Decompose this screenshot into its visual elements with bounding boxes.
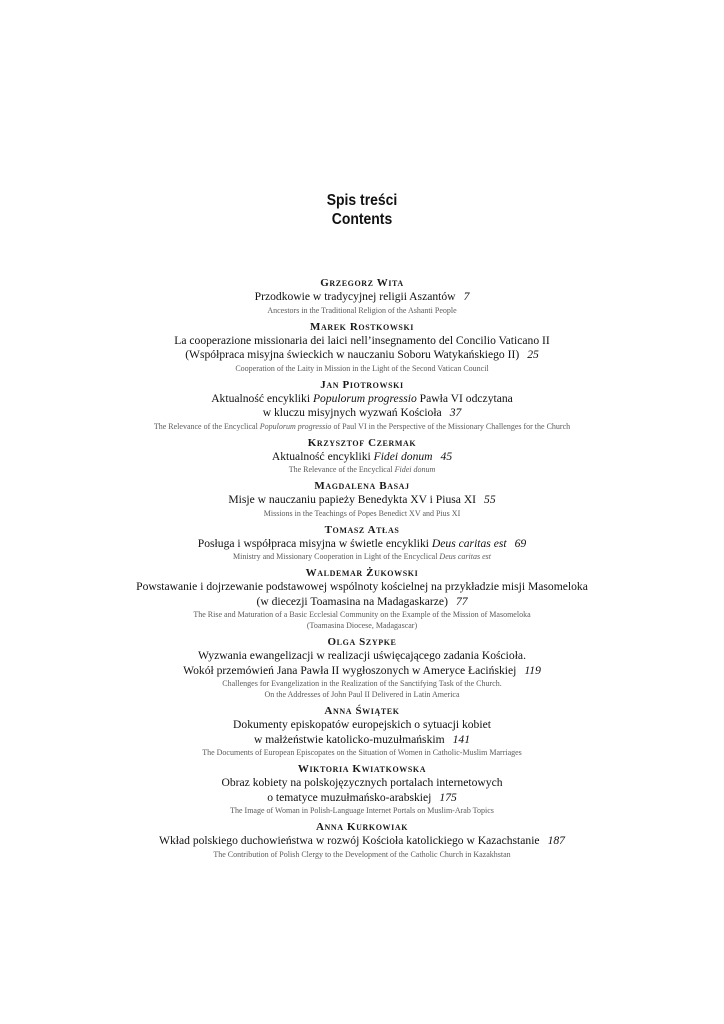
table-of-contents <box>0 276 724 864</box>
heading-english: Contents <box>331 211 393 228</box>
entry-title[interactable]: La cooperazione missionaria dei laici nell’insegnamento del Concilio Vaticano II <box>174 333 550 347</box>
entry-title[interactable]: Aktualność encykliki Fidei donum 45 <box>271 449 453 463</box>
toc-entry[interactable] <box>0 704 724 758</box>
entry-title[interactable]: Powstawanie i dojrzewanie podstawowej wspólnoty kościelnej na przykładzie misji Masomeloka <box>136 580 588 593</box>
entry-title[interactable]: (Współpraca misyjna świeckich w nauczaniu Soboru Watykańskiego II) 25 <box>185 348 539 361</box>
toc-entry[interactable] <box>0 378 724 432</box>
entry-author: Wiktoria Kwiatkowska <box>297 763 427 775</box>
entry-subtitle: The Documents of European Episcopates on the Situation of Women in Catholic-Muslim Marriages <box>202 748 522 757</box>
toc-entry[interactable] <box>0 479 724 519</box>
toc-entry[interactable] <box>0 566 724 631</box>
page-heading <box>36 191 688 229</box>
entry-page-number: 37 <box>449 406 462 419</box>
heading-polish: Spis treści <box>326 192 398 209</box>
entry-author: Anna Kurkowiak <box>315 821 409 833</box>
entry-subtitle: The Relevance of the Encyclical Populorum progressio of Paul VI in the Perspective of the Missionary Challenges for the Church <box>153 421 571 431</box>
entry-page-number: 25 <box>527 348 539 361</box>
entry-author: Magdalena Basaj <box>314 480 410 492</box>
entry-title[interactable]: Aktualność encykliki Populorum progressio Pawła VI odczytana <box>211 391 513 405</box>
entry-author: Waldemar Żukowski <box>305 567 419 579</box>
entry-author: Olga Szypke <box>327 636 397 648</box>
toc-entry[interactable] <box>0 762 724 816</box>
toc-entry[interactable] <box>0 320 724 374</box>
entry-page-number: 45 <box>440 449 453 463</box>
entry-title[interactable]: w małżeństwie katolicko-muzułmańskim 141 <box>254 732 470 746</box>
entry-title[interactable]: o tematyce muzułmańsko-arabskiej 175 <box>267 790 457 804</box>
entry-subtitle: Challenges for Evangelization in the Realization of the Sanctifying Task of the Church. <box>222 679 502 688</box>
entry-title[interactable]: Wyzwania ewangelizacji w realizacji uświęcającego zadania Kościoła. <box>198 649 526 662</box>
entry-page-number: 55 <box>484 493 496 506</box>
entry-subtitle: (Toamasina Diocese, Madagascar) <box>306 621 418 630</box>
toc-entry[interactable] <box>0 523 724 563</box>
entry-page-number: 187 <box>547 834 565 847</box>
entry-subtitle: Missions in the Teachings of Popes Benedict XV and Pius XI <box>263 508 461 518</box>
entry-subtitle: The Image of Woman in Polish-Language Internet Portals on Muslim-Arab Topics <box>230 806 494 815</box>
entry-title[interactable]: Obraz kobiety na polskojęzycznych portalach internetowych <box>221 776 503 789</box>
entry-author: Jan Piotrowski <box>320 378 404 391</box>
entry-subtitle: Cooperation of the Laity in Mission in the Light of the Second Vatican Council <box>235 363 489 373</box>
toc-entry[interactable] <box>0 635 724 700</box>
entry-title[interactable]: Wokół przemówień Jana Pawła II wygłoszonych w Ameryce Łacińskiej 119 <box>183 663 541 677</box>
entry-author: Marek Rostkowski <box>309 320 415 333</box>
entry-title[interactable]: Przodkowie w tradycyjnej religii Aszantów 7 <box>254 290 470 303</box>
entry-page-number: 141 <box>452 732 470 746</box>
toc-entry[interactable] <box>0 820 724 860</box>
entry-author: Grzegorz Wita <box>320 277 404 289</box>
entry-page-number: 69 <box>514 536 527 550</box>
entry-subtitle: The Relevance of the Encyclical Fidei donum <box>288 465 436 474</box>
toc-entry[interactable] <box>0 436 724 476</box>
entry-author: Anna Świątek <box>324 705 400 717</box>
toc-entry[interactable] <box>0 276 724 316</box>
entry-page-number: 77 <box>455 594 468 608</box>
entry-title[interactable]: (w diecezji Toamasina na Madagaskarze) 77 <box>256 594 468 608</box>
entry-title[interactable]: w kluczu misyjnych wyzwań Kościoła 37 <box>262 406 462 419</box>
entry-page-number: 7 <box>463 290 470 303</box>
entry-title[interactable]: Wkład polskiego duchowieństwa w rozwój Kościoła katolickiego w Kazachstanie 187 <box>159 834 565 847</box>
entry-page-number: 119 <box>524 663 541 677</box>
entry-subtitle: Ancestors in the Traditional Religion of the Ashanti People <box>267 305 457 315</box>
entry-author: Krzysztof Czermak <box>307 436 417 449</box>
entry-author: Tomasz Atłas <box>324 523 400 536</box>
entry-title[interactable]: Posługa i współpraca misyjna w świetle encykliki Deus caritas est 69 <box>197 536 527 550</box>
entry-subtitle: The Contribution of Polish Clergy to the Development of the Catholic Church in Kazakhstan <box>213 849 511 859</box>
entry-title[interactable]: Dokumenty episkopatów europejskich o sytuacji kobiet <box>233 718 491 731</box>
entry-title[interactable]: Misje w nauczaniu papieży Benedykta XV i Piusa XI 55 <box>228 493 496 506</box>
entry-page-number: 175 <box>439 790 457 804</box>
entry-subtitle: The Rise and Maturation of a Basic Ecclesial Community on the Example of the Mission of Masomeloka <box>193 610 531 619</box>
entry-subtitle: Ministry and Missionary Cooperation in Light of the Encyclical Deus caritas est <box>233 552 491 561</box>
entry-subtitle: On the Addresses of John Paul II Delivered in Latin America <box>264 690 460 699</box>
